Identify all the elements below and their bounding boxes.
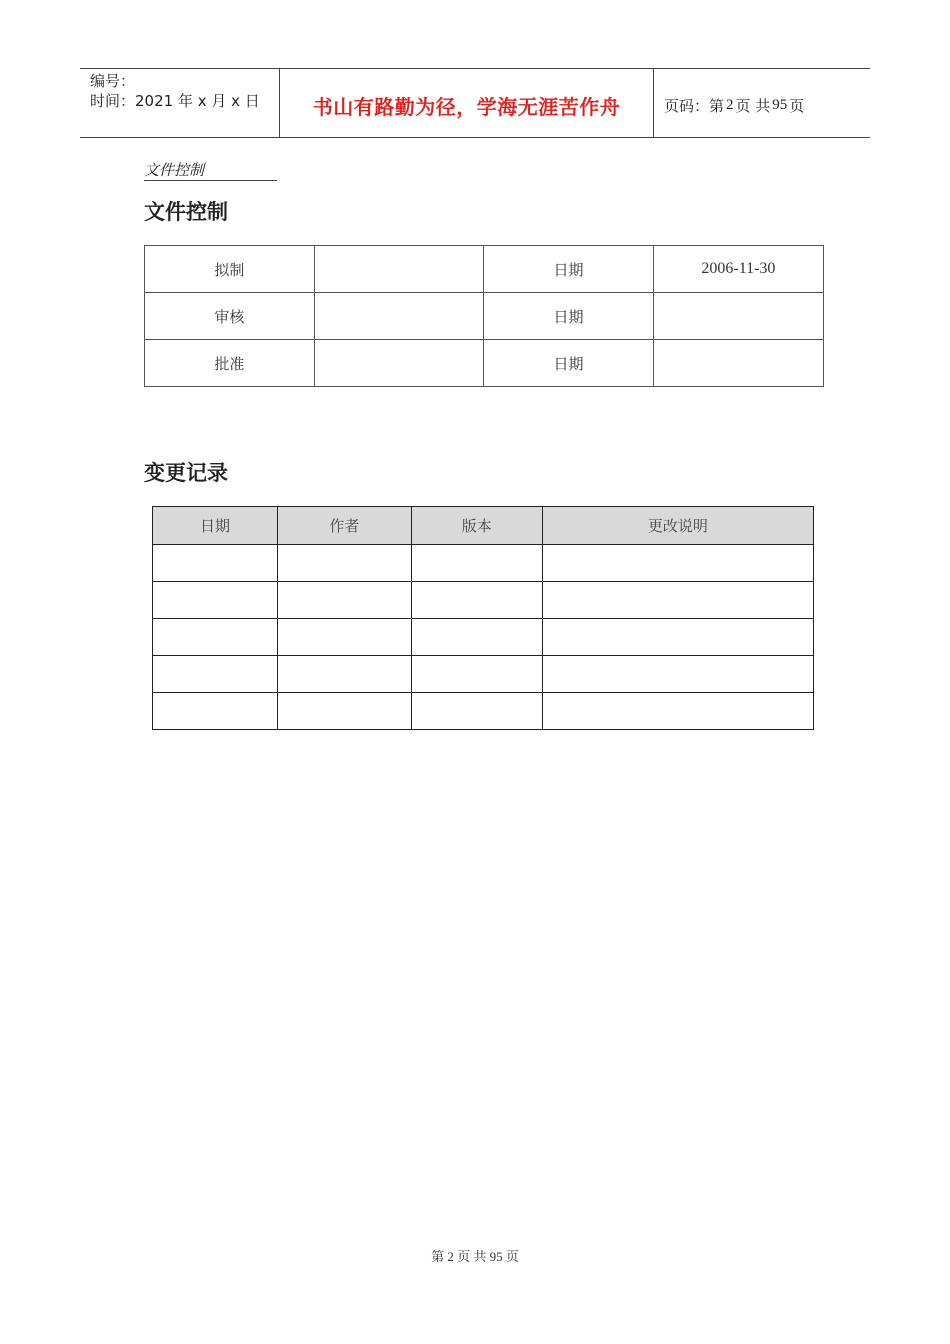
table-cell (542, 582, 813, 619)
table-cell (653, 340, 823, 387)
table-cell (542, 656, 813, 693)
table-row (145, 293, 824, 340)
table-cell (653, 293, 823, 340)
table-cell (153, 582, 278, 619)
column-header: 更改说明 (542, 507, 813, 545)
table-cell: 日期 (484, 246, 654, 293)
table-row (153, 656, 814, 693)
control-table (144, 245, 824, 387)
table-cell (278, 545, 412, 582)
table-cell (153, 656, 278, 693)
table-cell (411, 545, 542, 582)
table-cell (278, 656, 412, 693)
page-total: 95 (772, 96, 788, 113)
table-cell (153, 545, 278, 582)
table-cell (153, 693, 278, 730)
table-cell (278, 619, 412, 656)
table-cell (411, 693, 542, 730)
table-cell (542, 693, 813, 730)
table-row (153, 545, 814, 582)
change-table (152, 506, 814, 730)
section-title-control: 文件控制 (144, 200, 228, 224)
page-footer: 第 2 页 共 95 页 (431, 1249, 519, 1264)
table-row (153, 693, 814, 730)
table-cell (314, 293, 483, 340)
table-cell (542, 545, 813, 582)
column-header: 版本 (411, 507, 542, 545)
number-label: 编号： (90, 72, 136, 90)
column-header: 日期 (153, 507, 278, 545)
page-num: 2 (726, 96, 734, 113)
page-mid: 页 共 (735, 96, 771, 115)
table-cell (314, 340, 483, 387)
table-row (153, 582, 814, 619)
table-row (145, 340, 824, 387)
table-cell (314, 246, 483, 293)
section-title-changes: 变更记录 (144, 461, 228, 485)
table-cell: 批准 (145, 340, 315, 387)
table-cell: 2006-11-30 (653, 246, 823, 293)
table-row (145, 246, 824, 293)
table-cell: 审核 (145, 293, 315, 340)
table-cell: 拟制 (145, 246, 315, 293)
table-cell (542, 619, 813, 656)
table-cell (278, 693, 412, 730)
header-meta (80, 69, 280, 137)
table-cell (278, 582, 412, 619)
column-header: 作者 (278, 507, 412, 545)
table-cell (411, 582, 542, 619)
small-heading: 文件控制 (144, 160, 277, 181)
table-cell (153, 619, 278, 656)
motto: 书山有路勤为径，学海无涯苦作舟 (280, 69, 654, 137)
time-text: 时间：2021 年 x 月 x 日 (90, 92, 260, 110)
page-number-info (654, 69, 870, 137)
table-cell (411, 656, 542, 693)
page-suffix: 页 (789, 96, 805, 115)
page-header (80, 68, 870, 138)
table-cell: 日期 (484, 340, 654, 387)
table-header-row (153, 507, 814, 545)
page-prefix: 页码：第 (664, 96, 725, 115)
table-cell: 日期 (484, 293, 654, 340)
table-row (153, 619, 814, 656)
table-cell (411, 619, 542, 656)
